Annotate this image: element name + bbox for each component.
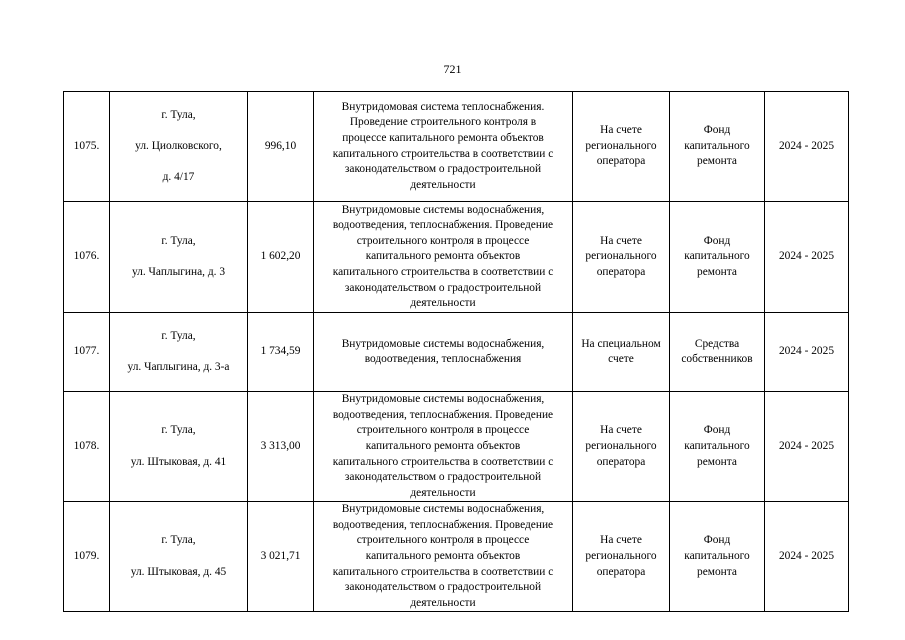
work-line: капитального строительства в соответствии с [332, 455, 554, 468]
table-row [64, 313, 849, 392]
account-line: На счете [600, 234, 642, 247]
account-line: регионального [585, 439, 657, 452]
funding-source-cell [670, 92, 765, 202]
row-number: 1079. [64, 502, 110, 612]
work-line: Проведение строительного контроля в [349, 116, 537, 129]
work-line: Внутридомовые системы водоснабжения, [341, 393, 545, 406]
account-line: оператора [596, 155, 646, 168]
funding-source-cell [670, 202, 765, 313]
capital-repair-table [63, 91, 849, 612]
work-line: капитального ремонта объектов [365, 550, 521, 563]
work-line: Внутридомовые системы водоснабжения, [341, 503, 545, 516]
area-cell: 3 021,71 [248, 502, 314, 612]
table-row [64, 202, 849, 313]
source-line: Фонд [703, 124, 731, 137]
row-number: 1076. [64, 202, 110, 313]
work-line: Внутридомовые системы водоснабжения, [341, 203, 545, 216]
work-description-cell [314, 502, 573, 612]
work-line: законодательством о градостроительной [344, 281, 542, 294]
work-description-cell [314, 313, 573, 392]
funding-source-cell [670, 502, 765, 612]
work-line: капитального строительства в соответствии с [332, 565, 554, 578]
account-cell [573, 392, 670, 502]
work-line: капитального строительства в соответствии с [332, 147, 554, 160]
source-line: ремонта [697, 265, 737, 278]
account-line: оператора [596, 265, 646, 278]
address-line: ул. Штыковая, д. 41 [130, 455, 227, 468]
source-line: собственников [681, 353, 753, 366]
account-line: счете [608, 353, 634, 366]
source-line: ремонта [697, 455, 737, 468]
work-line: законодательством о градостроительной [344, 163, 542, 176]
area-cell: 1 602,20 [248, 202, 314, 313]
work-line: деятельности [410, 297, 476, 310]
work-line: водоотведения, теплоснабжения. Проведение [332, 219, 554, 232]
source-line: капитального [684, 439, 750, 452]
work-line: Внутридомовая система теплоснабжения. [341, 100, 545, 113]
source-line: ремонта [697, 155, 737, 168]
work-line: процессе капитального ремонта объектов [342, 131, 544, 144]
address-cell [110, 202, 248, 313]
source-line: Фонд [703, 234, 731, 247]
period-cell: 2024 - 2025 [765, 202, 849, 313]
area-cell: 3 313,00 [248, 392, 314, 502]
work-line: деятельности [410, 486, 476, 499]
work-line: водоотведения, теплоснабжения. Проведение [332, 408, 554, 421]
account-cell [573, 313, 670, 392]
work-line: капитального строительства в соответствии с [332, 265, 554, 278]
address-line: г. Тула, [161, 329, 196, 342]
address-line: г. Тула, [161, 108, 196, 121]
work-line: строительного контроля в процессе [356, 534, 530, 547]
funding-source-cell [670, 392, 765, 502]
source-line: капитального [684, 550, 750, 563]
address-line: ул. Штыковая, д. 45 [130, 565, 227, 578]
source-line: ремонта [697, 565, 737, 578]
address-cell [110, 392, 248, 502]
account-line: На специальном [581, 337, 661, 350]
address-cell [110, 502, 248, 612]
source-line: Фонд [703, 534, 731, 547]
address-line: г. Тула, [161, 234, 196, 247]
table-row [64, 92, 849, 202]
address-line: г. Тула, [161, 424, 196, 437]
work-line: капитального ремонта объектов [365, 439, 521, 452]
account-line: регионального [585, 550, 657, 563]
area-cell: 1 734,59 [248, 313, 314, 392]
source-line: капитального [684, 250, 750, 263]
account-cell [573, 502, 670, 612]
period-cell: 2024 - 2025 [765, 392, 849, 502]
work-line: водоотведения, теплоснабжения. Проведение [332, 518, 554, 531]
account-line: На счете [600, 534, 642, 547]
source-line: капитального [684, 139, 750, 152]
page-number: 721 [443, 62, 462, 76]
account-cell [573, 202, 670, 313]
work-description-cell [314, 202, 573, 313]
address-cell [110, 313, 248, 392]
work-description-cell [314, 92, 573, 202]
account-line: регионального [585, 250, 657, 263]
account-line: регионального [585, 139, 657, 152]
work-line: строительного контроля в процессе [356, 234, 530, 247]
work-line: Внутридомовые системы водоснабжения, [341, 337, 545, 350]
funding-source-cell [670, 313, 765, 392]
address-line: д. 4/17 [162, 170, 195, 183]
table-row [64, 392, 849, 502]
account-line: оператора [596, 455, 646, 468]
table-row [64, 502, 849, 612]
address-line: ул. Чаплыгина, д. 3 [131, 265, 226, 278]
work-line: деятельности [410, 178, 476, 191]
work-line: строительного контроля в процессе [356, 424, 530, 437]
work-description-cell [314, 392, 573, 502]
row-number: 1077. [64, 313, 110, 392]
account-line: оператора [596, 565, 646, 578]
period-cell: 2024 - 2025 [765, 92, 849, 202]
row-number: 1075. [64, 92, 110, 202]
address-cell [110, 92, 248, 202]
source-line: Средства [694, 337, 740, 350]
source-line: Фонд [703, 424, 731, 437]
work-line: капитального ремонта объектов [365, 250, 521, 263]
period-cell: 2024 - 2025 [765, 313, 849, 392]
row-number: 1078. [64, 392, 110, 502]
work-line: законодательством о градостроительной [344, 581, 542, 594]
work-line: водоотведения, теплоснабжения [364, 353, 522, 366]
address-line: ул. Чаплыгина, д. 3-а [127, 360, 230, 373]
work-line: деятельности [410, 596, 476, 609]
work-line: законодательством о градостроительной [344, 471, 542, 484]
period-cell: 2024 - 2025 [765, 502, 849, 612]
account-line: На счете [600, 424, 642, 437]
address-line: ул. Циолковского, [135, 139, 222, 152]
address-line: г. Тула, [161, 534, 196, 547]
area-cell: 996,10 [248, 92, 314, 202]
account-cell [573, 92, 670, 202]
account-line: На счете [600, 124, 642, 137]
